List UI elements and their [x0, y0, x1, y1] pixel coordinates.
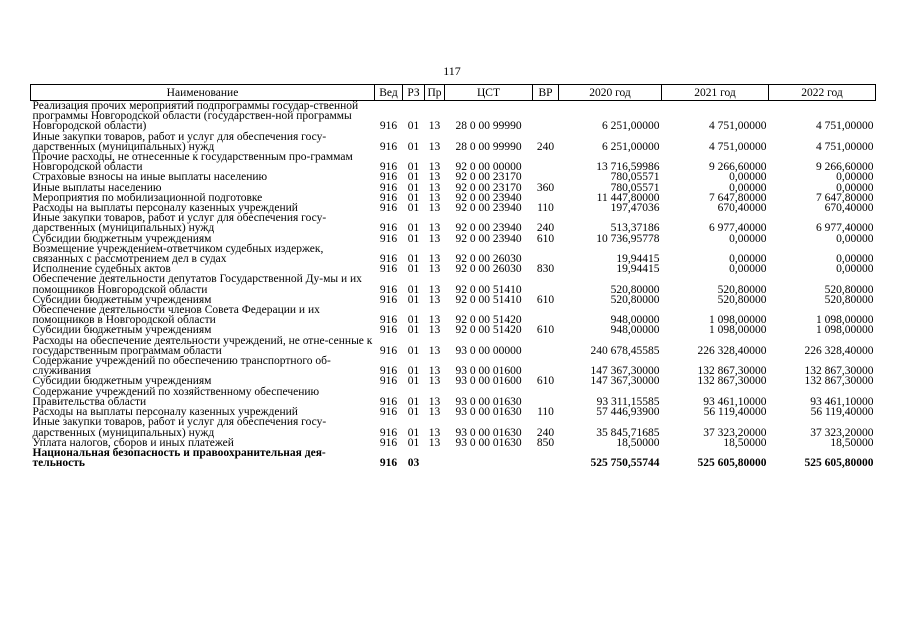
cell-cst: 92 0 00 23170 [455, 181, 522, 194]
cell-2020: 513,37186 [610, 222, 660, 235]
cell-2022: 93 461,10000 [810, 395, 874, 408]
cell-ved: 916 [379, 426, 398, 439]
cell-cst: 93 0 00 01630 [455, 406, 522, 419]
cell-cst: 93 0 00 01630 [455, 395, 522, 408]
cell-pr: 13 [428, 253, 441, 266]
cell-pr: 13 [428, 161, 441, 174]
cell-2020: 19,94415 [616, 253, 660, 266]
table-header-row [31, 85, 876, 101]
cell-rz: 01 [407, 263, 420, 276]
cell-vr: 240 [536, 426, 555, 439]
cell-2022: 37 323,20000 [810, 426, 874, 439]
col-header-2022: 2022 год [769, 85, 876, 101]
cell-ved: 916 [379, 324, 398, 337]
cell-2020: 6 251,00000 [602, 140, 660, 153]
page-number: 117 [443, 64, 461, 78]
cell-ved: 916 [379, 365, 398, 378]
table-row [31, 448, 876, 468]
cell-ved: 916 [379, 375, 398, 388]
cell-2021: 520,80000 [717, 283, 767, 296]
cell-ved: 916 [379, 202, 398, 215]
cell-cst: 92 0 00 23940 [455, 202, 522, 215]
cell-name: Обеспечение деятельности депутатов Государственной Ду-мы и их помощников Новгородской области [32, 273, 362, 296]
cell-rz: 01 [407, 140, 420, 153]
table-row [31, 132, 876, 152]
cell-ved: 916 [379, 171, 398, 184]
cell-2022: 4 751,00000 [816, 120, 874, 133]
cell-vr: 610 [536, 293, 555, 306]
cell-name: Иные закупки товаров, работ и услуг для обеспечения госу-дарственных (муниципальных) нужд [32, 130, 327, 153]
cell-2022: 4 751,00000 [816, 140, 874, 153]
cell-ved: 916 [379, 232, 398, 245]
cell-cst: 92 0 00 51420 [455, 324, 522, 337]
cell-vr [533, 152, 559, 172]
cell-cst: 92 0 00 51410 [455, 293, 522, 306]
cell-vr: 610 [536, 375, 555, 388]
cell-2021: 0,00000 [729, 253, 767, 266]
col-header-vr: ВР [533, 85, 559, 101]
cell-2021: 0,00000 [729, 171, 767, 184]
col-header-rz: РЗ [403, 85, 425, 101]
cell-2020: 13 716,59986 [596, 161, 660, 174]
cell-vr [533, 274, 559, 294]
col-header-2020: 2020 год [559, 85, 662, 101]
cell-2022: 9 266,60000 [816, 161, 874, 174]
table-row [31, 387, 876, 407]
cell-name: Прочие расходы, не отнесенные к государственным про-граммам Новгородской области [32, 151, 353, 174]
cell-2021: 670,40000 [717, 202, 767, 215]
cell-name: Содержание учреждений по хозяйственному обеспечению Правительства области [32, 385, 320, 408]
col-header-2021: 2021 год [662, 85, 769, 101]
table-row [31, 152, 876, 172]
cell-2020: 780,05571 [610, 171, 660, 184]
cell-ved: 916 [379, 161, 398, 174]
cell-2020: 240 678,45585 [590, 344, 660, 357]
cell-pr: 13 [428, 436, 441, 449]
cell-2021: 6 977,40000 [709, 222, 767, 235]
cell-ved: 916 [379, 263, 398, 276]
table-row [31, 417, 876, 437]
cell-ved: 916 [379, 253, 398, 266]
cell-2022: 1 098,00000 [816, 314, 874, 327]
cell-2021: 4 751,00000 [709, 140, 767, 153]
cell-ved: 916 [379, 457, 398, 470]
cell-pr: 13 [428, 283, 441, 296]
cell-pr: 13 [428, 395, 441, 408]
cell-cst: 92 0 00 26030 [455, 253, 522, 266]
cell-ved: 916 [379, 120, 398, 133]
cell-2021: 525 605,80000 [697, 457, 767, 470]
cell-name: Расходы на выплаты персоналу казенных учреждений [32, 406, 298, 419]
cell-name: Субсидии бюджетным учреждениям [32, 232, 212, 245]
cell-rz: 01 [407, 324, 420, 337]
cell-rz: 01 [407, 375, 420, 388]
cell-vr: 240 [536, 140, 555, 153]
cell-ved: 916 [379, 283, 398, 296]
cell-2020: 35 845,71685 [596, 426, 660, 439]
cell-name: Субсидии бюджетным учреждениям [32, 293, 212, 306]
cell-vr [533, 101, 559, 132]
cell-2022: 520,80000 [824, 283, 874, 296]
cell-ved: 916 [379, 344, 398, 357]
cell-ved: 916 [379, 140, 398, 153]
table-row [31, 101, 876, 132]
cell-2021: 1 098,00000 [709, 314, 767, 327]
cell-pr: 13 [428, 263, 441, 276]
cell-name: Мероприятия по мобилизационной подготовке [32, 191, 263, 204]
cell-pr [425, 448, 445, 468]
cell-ved: 916 [379, 314, 398, 327]
cell-vr: 850 [536, 436, 555, 449]
cell-ved: 916 [379, 222, 398, 235]
cell-2020: 948,00000 [610, 324, 660, 337]
cell-name: Иные закупки товаров, работ и услуг для обеспечения госу-дарственных (муниципальных) нужд [32, 212, 327, 235]
cell-name: Возмещение учреждением-ответчиком судебных издержек, связанных с рассмотрением дел в судах [32, 242, 324, 266]
cell-pr: 13 [428, 181, 441, 194]
table-row [31, 356, 876, 376]
cell-2020: 18,50000 [616, 436, 660, 449]
cell-rz: 01 [407, 222, 420, 235]
cell-rz: 01 [407, 283, 420, 296]
col-header-ved: Вед [375, 85, 403, 101]
cell-2021: 9 266,60000 [709, 161, 767, 174]
cell-name: Страховые взносы на иные выплаты населению [32, 171, 268, 184]
cell-rz: 01 [407, 253, 420, 266]
cell-name: Обеспечение деятельности членов Совета Федерации и их помощников в Новгородской области [32, 304, 320, 327]
cell-name: Расходы на выплаты персоналу казенных учреждений [32, 202, 298, 215]
cell-ved: 916 [379, 395, 398, 408]
cell-2021: 0,00000 [729, 181, 767, 194]
cell-2022: 6 977,40000 [816, 222, 874, 235]
cell-cst: 93 0 00 01600 [455, 365, 522, 378]
cell-cst: 92 0 00 51410 [455, 283, 522, 296]
cell-name: Уплата налогов, сборов и иных платежей [32, 436, 234, 449]
cell-pr: 13 [428, 222, 441, 235]
cell-2020: 147 367,30000 [590, 375, 660, 388]
cell-cst: 92 0 00 26030 [455, 263, 522, 276]
cell-rz: 01 [407, 171, 420, 184]
table-row [31, 305, 876, 325]
cell-2021: 4 751,00000 [709, 120, 767, 133]
cell-name: Содержание учреждений по обеспечению транспортного об-служивания [32, 355, 331, 378]
cell-cst: 93 0 00 01600 [455, 375, 522, 388]
cell-pr: 13 [428, 314, 441, 327]
cell-2022: 670,40000 [824, 202, 874, 215]
cell-2020: 525 750,55744 [590, 457, 660, 470]
cell-2021: 0,00000 [729, 232, 767, 245]
col-header-cst: ЦСТ [445, 85, 533, 101]
cell-name: Национальная безопасность и правоохранительная дея-тельность [32, 446, 326, 470]
table-row [31, 244, 876, 264]
cell-name: Расходы на обеспечение деятельности учреждений, не отне-сенные к государственным программам области [32, 334, 373, 357]
cell-2021: 18,50000 [723, 436, 767, 449]
cell-2020: 57 446,93900 [596, 406, 660, 419]
cell-cst: 92 0 00 23170 [455, 171, 522, 184]
cell-pr: 13 [428, 365, 441, 378]
cell-2021: 132 867,30000 [697, 365, 767, 378]
cell-name: Иные закупки товаров, работ и услуг для обеспечения госу-дарственных (муниципальных) нужд [32, 416, 327, 439]
cell-rz: 01 [407, 365, 420, 378]
cell-ved: 916 [379, 406, 398, 419]
col-header-pr: Пр [425, 85, 445, 101]
cell-2022: 7 647,80000 [816, 191, 874, 204]
col-header-name: Наименование [31, 85, 375, 101]
cell-2021: 132 867,30000 [697, 375, 767, 388]
cell-name: Субсидии бюджетным учреждениям [32, 375, 212, 388]
cell-2021: 7 647,80000 [709, 191, 767, 204]
cell-pr: 13 [428, 140, 441, 153]
cell-vr: 110 [537, 406, 554, 419]
cell-rz: 01 [407, 395, 420, 408]
cell-2022: 0,00000 [836, 263, 874, 276]
cell-cst: 92 0 00 00000 [455, 161, 522, 174]
cell-pr: 13 [428, 375, 441, 388]
cell-cst: 92 0 00 23940 [455, 232, 522, 245]
cell-vr [533, 356, 559, 376]
cell-2020: 93 311,15585 [596, 395, 660, 408]
budget-table [30, 84, 876, 468]
cell-2021: 56 119,40000 [703, 406, 767, 419]
cell-rz: 01 [407, 161, 420, 174]
cell-2021: 1 098,00000 [709, 324, 767, 337]
cell-vr: 830 [536, 263, 555, 276]
cell-pr: 13 [428, 171, 441, 184]
cell-2022: 0,00000 [836, 253, 874, 266]
cell-2022: 0,00000 [836, 232, 874, 245]
cell-2022: 525 605,80000 [804, 457, 874, 470]
cell-2022: 18,50000 [830, 436, 874, 449]
cell-name: Иные выплаты населению [32, 181, 162, 194]
cell-rz: 01 [407, 191, 420, 204]
cell-2021: 93 461,10000 [703, 395, 767, 408]
cell-ved: 916 [379, 181, 398, 194]
cell-cst: 93 0 00 00000 [455, 344, 522, 357]
cell-2020: 6 251,00000 [602, 120, 660, 133]
cell-2020: 11 447,80000 [596, 191, 660, 204]
cell-2020: 780,05571 [610, 181, 660, 194]
cell-rz: 03 [407, 457, 420, 470]
cell-2021: 37 323,20000 [703, 426, 767, 439]
cell-2021: 226 328,40000 [697, 344, 767, 357]
cell-name: Исполнение судебных актов [32, 263, 171, 276]
cell-name: Субсидии бюджетным учреждениям [32, 324, 212, 337]
cell-pr: 13 [428, 232, 441, 245]
cell-cst: 28 0 00 99990 [455, 120, 522, 133]
cell-cst: 93 0 00 01630 [455, 436, 522, 449]
cell-rz: 01 [407, 436, 420, 449]
cell-rz: 01 [407, 344, 420, 357]
cell-2020: 19,94415 [616, 263, 660, 276]
cell-ved: 916 [379, 436, 398, 449]
cell-2022: 132 867,30000 [804, 365, 874, 378]
cell-pr: 13 [428, 344, 441, 357]
cell-2020: 948,00000 [610, 314, 660, 327]
cell-cst: 28 0 00 99990 [455, 140, 522, 153]
cell-rz: 01 [407, 120, 420, 133]
cell-cst: 92 0 00 51420 [455, 314, 522, 327]
cell-cst [445, 448, 533, 468]
cell-2021: 520,80000 [717, 293, 767, 306]
cell-rz: 01 [407, 314, 420, 327]
cell-2022: 56 119,40000 [810, 406, 874, 419]
cell-2020: 197,47036 [610, 202, 660, 215]
cell-cst: 93 0 00 01630 [455, 426, 522, 439]
cell-vr: 610 [536, 324, 555, 337]
cell-rz: 01 [407, 293, 420, 306]
cell-pr: 13 [428, 406, 441, 419]
cell-vr [533, 336, 559, 356]
cell-2022: 1 098,00000 [816, 324, 874, 337]
cell-2022: 520,80000 [824, 293, 874, 306]
table-row [31, 274, 876, 294]
cell-2020: 147 367,30000 [590, 365, 660, 378]
cell-vr: 360 [536, 181, 555, 194]
cell-rz: 01 [407, 426, 420, 439]
cell-cst: 92 0 00 23940 [455, 191, 522, 204]
cell-pr: 13 [428, 324, 441, 337]
cell-vr [533, 305, 559, 325]
cell-vr: 110 [537, 202, 554, 215]
cell-cst: 92 0 00 23940 [455, 222, 522, 235]
table-row [31, 336, 876, 356]
cell-rz: 01 [407, 181, 420, 194]
cell-2022: 132 867,30000 [804, 375, 874, 388]
cell-2022: 0,00000 [836, 181, 874, 194]
cell-ved: 916 [379, 293, 398, 306]
cell-vr: 610 [536, 232, 555, 245]
table-row [31, 213, 876, 233]
cell-rz: 01 [407, 202, 420, 215]
cell-2022: 226 328,40000 [804, 344, 874, 357]
cell-2020: 520,80000 [610, 283, 660, 296]
cell-pr: 13 [428, 120, 441, 133]
cell-name: Реализация прочих мероприятий подпрограммы государ-ственной программы Новгородской области (государствен-ной программы Новгородской области) [32, 100, 359, 133]
cell-pr: 13 [428, 191, 441, 204]
cell-vr [533, 448, 559, 468]
cell-pr: 13 [428, 293, 441, 306]
cell-rz: 01 [407, 406, 420, 419]
cell-vr [533, 244, 559, 264]
cell-2020: 520,80000 [610, 293, 660, 306]
cell-pr: 13 [428, 426, 441, 439]
cell-2020: 10 736,95778 [596, 232, 660, 245]
cell-pr: 13 [428, 202, 441, 215]
cell-2021: 0,00000 [729, 263, 767, 276]
cell-rz: 01 [407, 232, 420, 245]
cell-vr [533, 387, 559, 407]
cell-2022: 0,00000 [836, 171, 874, 184]
cell-vr: 240 [536, 222, 555, 235]
cell-ved: 916 [379, 191, 398, 204]
